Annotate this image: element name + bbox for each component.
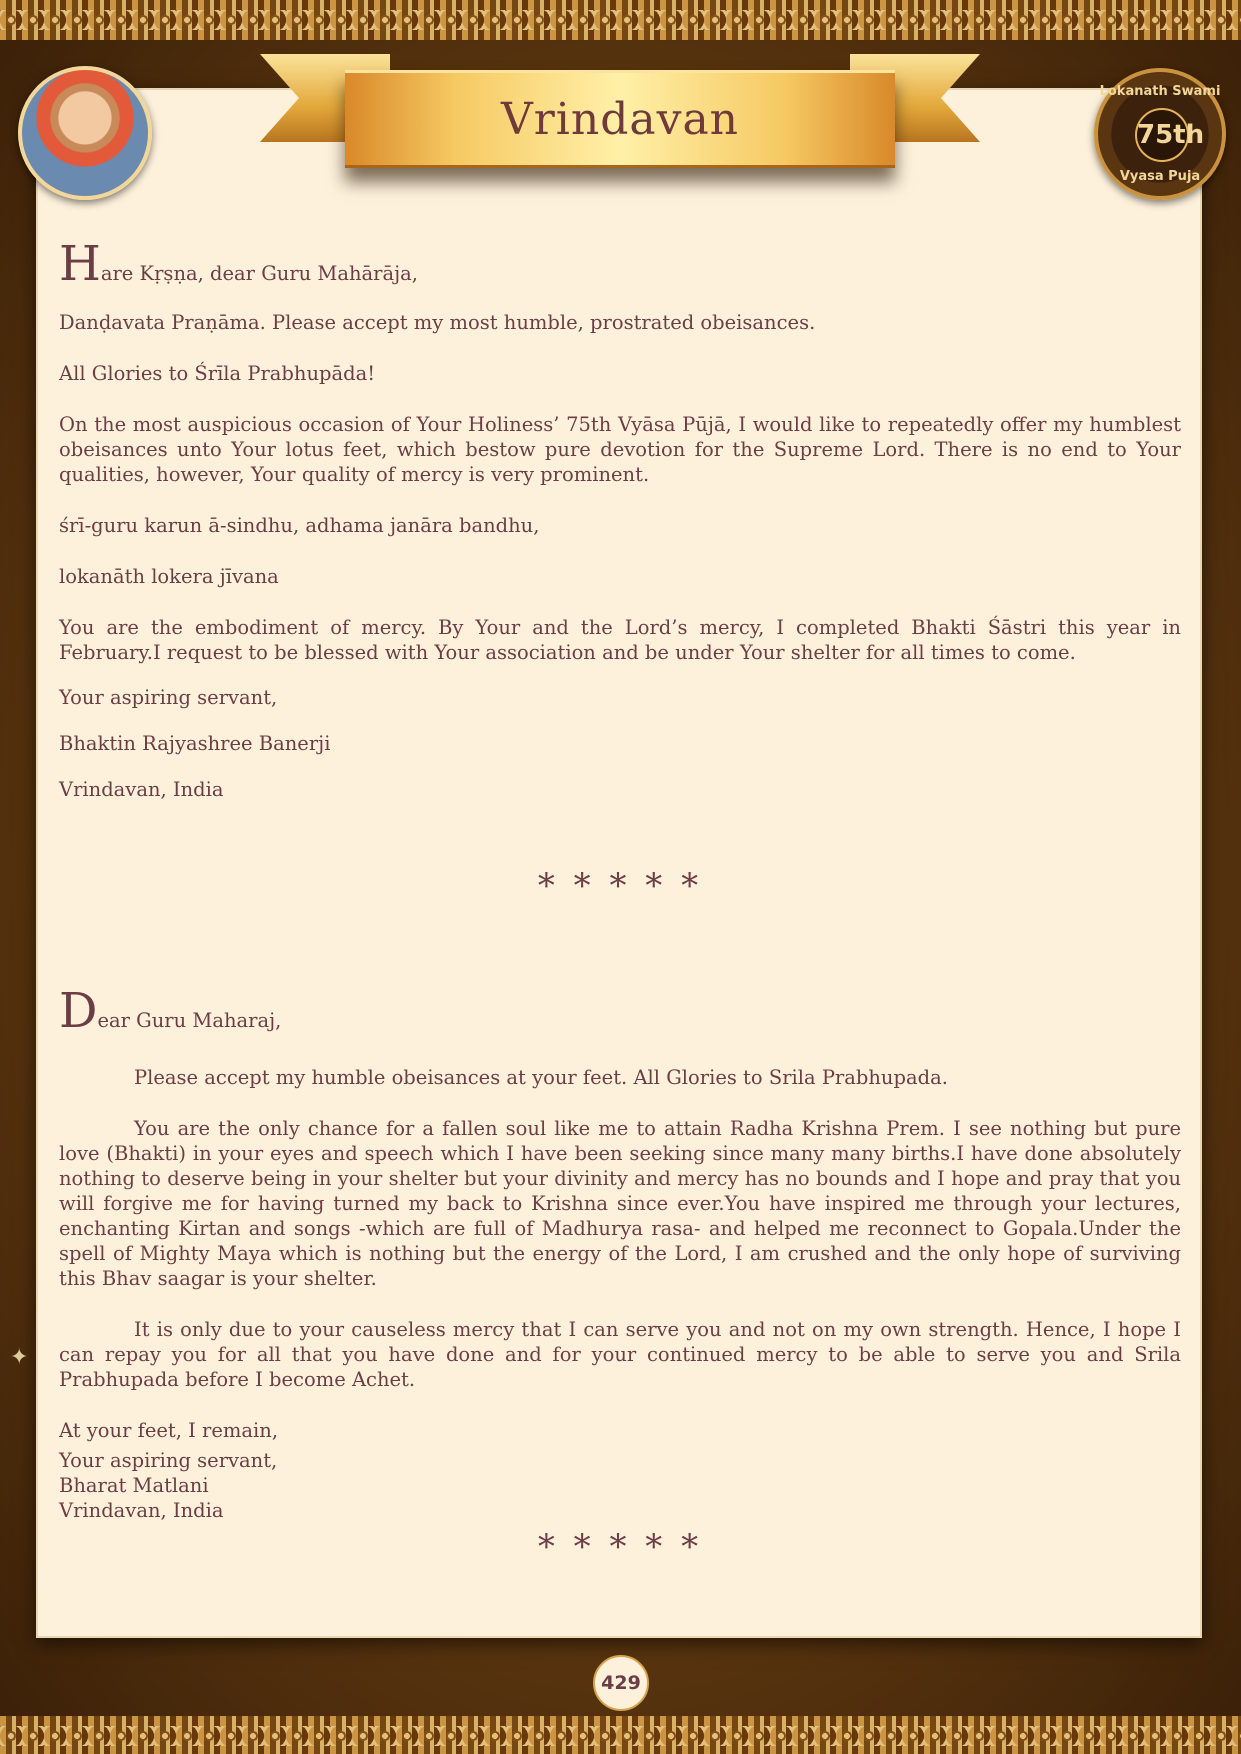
- letter1-dropcap: H: [59, 236, 101, 292]
- page-number: 429: [593, 1655, 649, 1711]
- letter1-paragraph-2: All Glories to Śrīla Prabhupāda!: [59, 362, 376, 385]
- letter1-verse-1: śrī-guru karun ā-sindhu, adhama janāra bandhu,: [59, 514, 540, 537]
- letter1-signature-place: Vrindavan, India: [59, 778, 224, 801]
- letter1-closing: Your aspiring servant,: [59, 686, 278, 709]
- bottom-ornamental-border: [0, 1716, 1241, 1754]
- seal-number: 75th: [1135, 108, 1189, 162]
- vyasa-puja-75th-seal: [1094, 68, 1226, 200]
- guru-portrait-avatar: [18, 66, 152, 200]
- letter2-paragraph-2: You are the only chance for a fallen soul like me to attain Radha Krishna Prem. I see nothing but pure love (Bhakti) in your eyes and speech which I have been seeking since many many births.I have done absolutely nothing to deserve being in your shelter but your divinity and mercy has no bounds and I hope and pray that you will forgive me for having turned my back to Krishna since ever.You have inspired me through your lectures, enchanting Kirtan and songs -which are full of Madhurya rasa- and helped me reconnect to Gopala.Under the spell of Mighty Maya which is nothing but the energy of the Lord, I am crushed and the only hope of surviving this Bhav saagar is your shelter.: [59, 1117, 1181, 1290]
- letter1-paragraph-1: Danḍavata Praṇāma. Please accept my most humble, prostrated obeisances.: [59, 311, 816, 334]
- title-ribbon-banner: [260, 48, 980, 168]
- letter1-greeting: [59, 236, 1181, 292]
- letter2-signature-name: Bharat Matlani: [59, 1474, 209, 1497]
- seal-bottom-text: Vyasa Puja: [1119, 169, 1201, 184]
- letter2-greeting: [59, 983, 1181, 1039]
- sparkle-icon: ✦: [10, 1345, 29, 1370]
- section-separator-1: * * * * *: [537, 866, 703, 906]
- letter1-greeting-text: are Kṛṣṇa, dear Guru Mahārāja,: [100, 262, 419, 285]
- letter2-dropcap: D: [59, 983, 98, 1039]
- letter1-paragraph-3: On the most auspicious occasion of Your Holiness’ 75th Vyāsa Pūjā, I would like to repeatedly offer my humblest obeisances unto Your lotus feet, which bestow pure devotion for the Supreme Lord. There is no end to Your qualities, however, Your quality of mercy is very prominent.: [59, 413, 1181, 486]
- letter1-verse-2: lokanāth lokera jīvana: [59, 565, 279, 588]
- section-separator-2: * * * * *: [537, 1527, 703, 1567]
- letters-content: [59, 236, 1181, 1567]
- letter2-paragraph-3: It is only due to your causeless mercy that I can serve you and not on my own strength. Hence, I hope I can repay you for all that you have done and for your continued mercy to be able to serve you and Srila Prabhupada before I become Achet.: [59, 1318, 1181, 1391]
- letter1-paragraph-4: You are the embodiment of mercy. By Your and the Lord’s mercy, I completed Bhakti Śāstri this year in February.I request to be blessed with Your association and be under Your shelter for all times to come.: [59, 616, 1181, 664]
- ribbon-body: [345, 70, 895, 168]
- page-title: Vrindavan: [500, 93, 740, 145]
- letter2-closing-1: At your feet, I remain,: [59, 1419, 279, 1442]
- letter2-closing-2: Your aspiring servant,: [59, 1449, 278, 1472]
- letter2-greeting-text: ear Guru Maharaj,: [97, 1009, 282, 1032]
- seal-top-text: Lokanath Swami: [1099, 84, 1221, 99]
- letter2-paragraph-1: Please accept my humble obeisances at your feet. All Glories to Srila Prabhupada.: [134, 1066, 948, 1089]
- letter1-signature-name: Bhaktin Rajyashree Banerji: [59, 732, 331, 755]
- top-ornamental-border: [0, 0, 1241, 40]
- letter2-signature-place: Vrindavan, India: [59, 1499, 224, 1522]
